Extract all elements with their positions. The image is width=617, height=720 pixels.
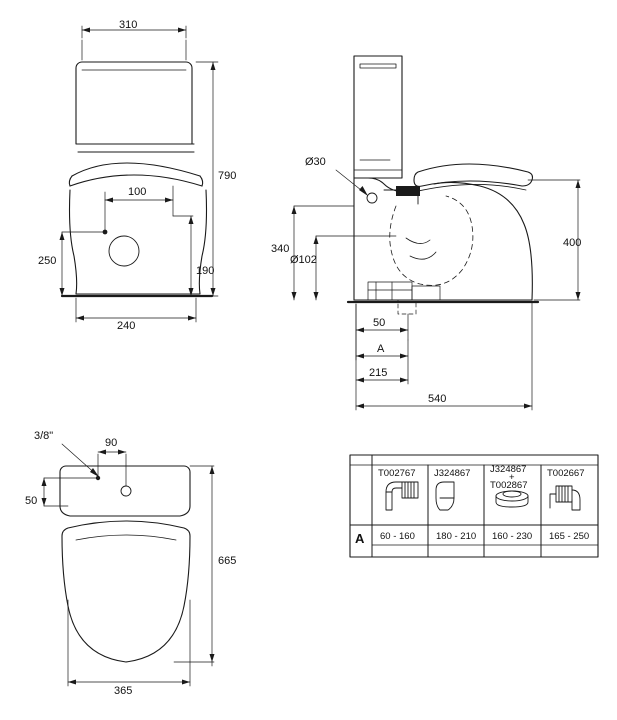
dim-label-665: 665 [218,555,237,567]
dim-310 [82,26,186,60]
dim-label-dia30: Ø30 [305,156,326,168]
dim-label-dia102: Ø102 [290,254,317,266]
bowl-inner-dashed [390,196,473,285]
dim-240 [76,298,196,322]
seat-side [414,164,533,186]
icon-connector-2 [436,482,454,510]
table-range-4: 165 - 250 [549,531,590,542]
dim-label-540: 540 [428,393,447,405]
front-circle-detail [109,236,139,266]
table-code-3c: T002867 [490,480,528,491]
table-code-2: J324867 [434,468,471,479]
dim-50-plan [44,478,96,506]
table-row-letter: A [355,531,365,546]
dim-label-100: 100 [128,186,147,198]
table-range-2: 180 - 210 [436,531,477,542]
dim-label-340: 340 [271,243,290,255]
dim-label-250: 250 [38,255,57,267]
icon-connector-1 [386,482,418,510]
table-code-4: T002667 [547,468,585,479]
dim-label-310: 310 [119,19,138,31]
table-range-3: 160 - 230 [492,531,533,542]
dim-665 [174,466,214,666]
table-code-3b: + [509,472,515,483]
inlet-circle-30 [367,193,377,203]
table-range-1: 60 - 160 [380,531,415,542]
table-code-1: T002767 [378,468,416,479]
dim-label-90: 90 [105,437,118,449]
dim-dia102 [316,236,396,300]
seat-front-top [72,163,200,176]
dim-label-400: 400 [563,237,582,249]
bowl-front-body [70,190,207,294]
dim-790 [196,62,218,296]
dim-label-215: 215 [369,367,388,379]
dim-340 [294,206,354,300]
icon-connector-3 [496,491,528,507]
cistern-front [76,62,192,144]
dim-label-190: 190 [196,265,215,277]
dim-label-365: 365 [114,685,133,697]
dim-label-50: 50 [373,317,386,329]
dim-90 [98,452,126,486]
dim-label-thread: 3/8" [34,430,54,442]
cistern-plan [60,466,190,516]
table-code-3a: J324867 [490,464,527,475]
dim-label-790: 790 [218,170,237,182]
flush-valve-detail [396,186,420,196]
icon-connector-4 [550,486,580,510]
bowl-side-outline [434,182,532,300]
seat-plan [62,521,190,662]
dim-label-a: A [377,343,385,355]
dim-label-240: 240 [117,320,136,332]
plan-hole [121,486,131,496]
plan-point-marker [96,476,100,480]
dim-label-50-plan: 50 [25,495,38,507]
